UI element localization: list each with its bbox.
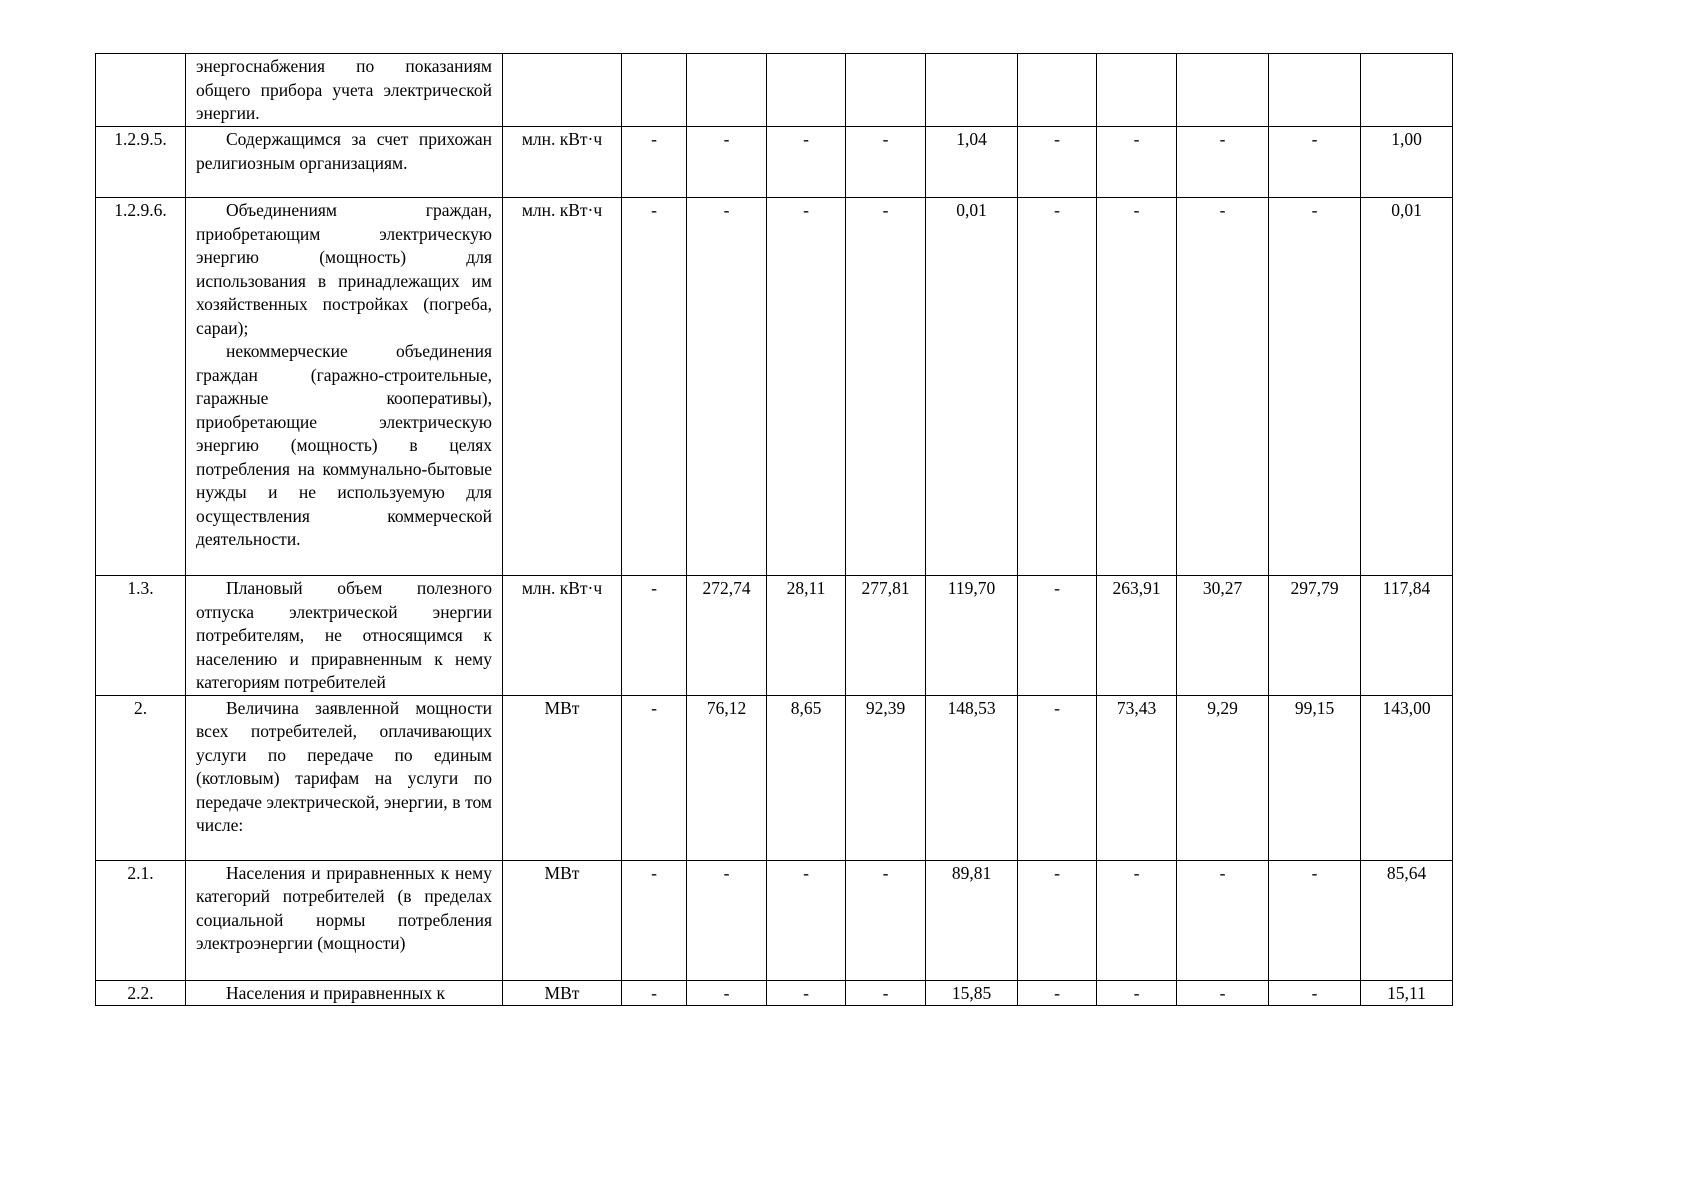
- value-cell: [687, 54, 767, 127]
- value-cell: 272,74: [687, 576, 767, 696]
- row-unit: МВт: [503, 980, 622, 1006]
- description-paragraph: энергоснабжения по показаниям общего прибора учета электрической энергии.: [196, 56, 492, 123]
- value-cell: 148,53: [926, 695, 1018, 860]
- value-cell: 92,39: [846, 695, 926, 860]
- value-cell: -: [1177, 860, 1269, 980]
- value-cell: 15,85: [926, 980, 1018, 1006]
- value-cell: -: [1097, 127, 1177, 198]
- table-row: [96, 54, 1453, 127]
- value-cell: -: [1269, 127, 1361, 198]
- value-cell: -: [846, 127, 926, 198]
- tariff-data-table: [95, 53, 1453, 1006]
- value-cell: -: [1177, 980, 1269, 1006]
- row-number: 1.2.9.5.: [96, 127, 186, 198]
- table-row: [96, 198, 1453, 576]
- value-cell: -: [687, 198, 767, 576]
- value-cell: [926, 54, 1018, 127]
- table-row: [96, 980, 1453, 1006]
- value-cell: 99,15: [1269, 695, 1361, 860]
- value-cell: -: [1018, 980, 1097, 1006]
- value-cell: 263,91: [1097, 576, 1177, 696]
- value-cell: -: [767, 198, 846, 576]
- value-cell: -: [846, 860, 926, 980]
- value-cell: -: [1177, 198, 1269, 576]
- row-unit: млн. кВт·ч: [503, 576, 622, 696]
- value-cell: 28,11: [767, 576, 846, 696]
- row-description: [186, 980, 503, 1006]
- value-cell: 143,00: [1361, 695, 1453, 860]
- value-cell: -: [767, 980, 846, 1006]
- value-cell: 297,79: [1269, 576, 1361, 696]
- description-paragraph: некоммерческие объединения граждан (гаражно-строительные, гаражные кооперативы), приобретающие электрическую энергию (мощность) в целях потребления на коммунально-бытовые нужды и не используемую для осуществления коммерческой деятельности.: [196, 341, 492, 549]
- value-cell: -: [622, 980, 687, 1006]
- row-description: [186, 860, 503, 980]
- row-unit: [503, 54, 622, 127]
- value-cell: -: [1018, 860, 1097, 980]
- value-cell: -: [1018, 127, 1097, 198]
- description-paragraph: Плановый объем полезного отпуска электрической энергии потребителям, не относящимся к населению и приравненным к нему категориям потребителей: [196, 578, 492, 692]
- value-cell: -: [1269, 980, 1361, 1006]
- value-cell: [846, 54, 926, 127]
- row-description: [186, 198, 503, 576]
- value-cell: 0,01: [1361, 198, 1453, 576]
- value-cell: 89,81: [926, 860, 1018, 980]
- value-cell: 117,84: [1361, 576, 1453, 696]
- value-cell: [622, 54, 687, 127]
- value-cell: [1361, 54, 1453, 127]
- row-number: 2.: [96, 695, 186, 860]
- value-cell: 73,43: [1097, 695, 1177, 860]
- row-number: 1.3.: [96, 576, 186, 696]
- row-unit: млн. кВт·ч: [503, 127, 622, 198]
- value-cell: -: [1097, 860, 1177, 980]
- value-cell: 85,64: [1361, 860, 1453, 980]
- row-number: [96, 54, 186, 127]
- row-unit: МВт: [503, 860, 622, 980]
- row-number: 2.2.: [96, 980, 186, 1006]
- value-cell: -: [1018, 576, 1097, 696]
- description-paragraph: Содержащимся за счет прихожан религиозным организациям.: [196, 129, 492, 173]
- value-cell: [1269, 54, 1361, 127]
- description-paragraph: Населения и приравненных к: [226, 982, 446, 1003]
- value-cell: -: [1269, 860, 1361, 980]
- value-cell: [1018, 54, 1097, 127]
- table-row: [96, 695, 1453, 860]
- value-cell: -: [1177, 127, 1269, 198]
- value-cell: -: [1018, 198, 1097, 576]
- description-paragraph: Населения и приравненных к нему категорий потребителей (в пределах социальной нормы потребления электроэнергии (мощности): [196, 862, 492, 953]
- row-description: [186, 695, 503, 860]
- row-description: [186, 54, 503, 127]
- value-cell: -: [622, 198, 687, 576]
- value-cell: [1177, 54, 1269, 127]
- value-cell: -: [1097, 198, 1177, 576]
- value-cell: 119,70: [926, 576, 1018, 696]
- value-cell: -: [1097, 980, 1177, 1006]
- row-description: [186, 127, 503, 198]
- value-cell: -: [767, 127, 846, 198]
- row-description: [186, 576, 503, 696]
- value-cell: 76,12: [687, 695, 767, 860]
- row-unit: МВт: [503, 695, 622, 860]
- value-cell: 277,81: [846, 576, 926, 696]
- value-cell: 9,29: [1177, 695, 1269, 860]
- value-cell: -: [622, 127, 687, 198]
- value-cell: 8,65: [767, 695, 846, 860]
- row-number: 2.1.: [96, 860, 186, 980]
- table-row: [96, 127, 1453, 198]
- value-cell: 0,01: [926, 198, 1018, 576]
- value-cell: -: [846, 980, 926, 1006]
- value-cell: -: [846, 198, 926, 576]
- value-cell: 15,11: [1361, 980, 1453, 1006]
- row-number: 1.2.9.6.: [96, 198, 186, 576]
- description-paragraph: Величина заявленной мощности всех потребителей, оплачивающих услуги по передаче по единым (котловым) тарифам на услуги по передаче электрической, энергии, в том числе:: [196, 697, 492, 835]
- value-cell: -: [622, 576, 687, 696]
- value-cell: 1,04: [926, 127, 1018, 198]
- value-cell: [767, 54, 846, 127]
- value-cell: 30,27: [1177, 576, 1269, 696]
- value-cell: -: [1269, 198, 1361, 576]
- value-cell: -: [687, 860, 767, 980]
- value-cell: -: [687, 127, 767, 198]
- value-cell: [1097, 54, 1177, 127]
- value-cell: -: [622, 695, 687, 860]
- table-row: [96, 576, 1453, 696]
- table-row: [96, 860, 1453, 980]
- value-cell: -: [1018, 695, 1097, 860]
- value-cell: -: [767, 860, 846, 980]
- description-paragraph: Объединениям граждан, приобретающим электрическую энергию (мощность) для использования в принадлежащих им хозяйственных постройках (погреба, сараи);: [196, 200, 492, 338]
- value-cell: -: [687, 980, 767, 1006]
- value-cell: 1,00: [1361, 127, 1453, 198]
- value-cell: -: [622, 860, 687, 980]
- row-unit: млн. кВт·ч: [503, 198, 622, 576]
